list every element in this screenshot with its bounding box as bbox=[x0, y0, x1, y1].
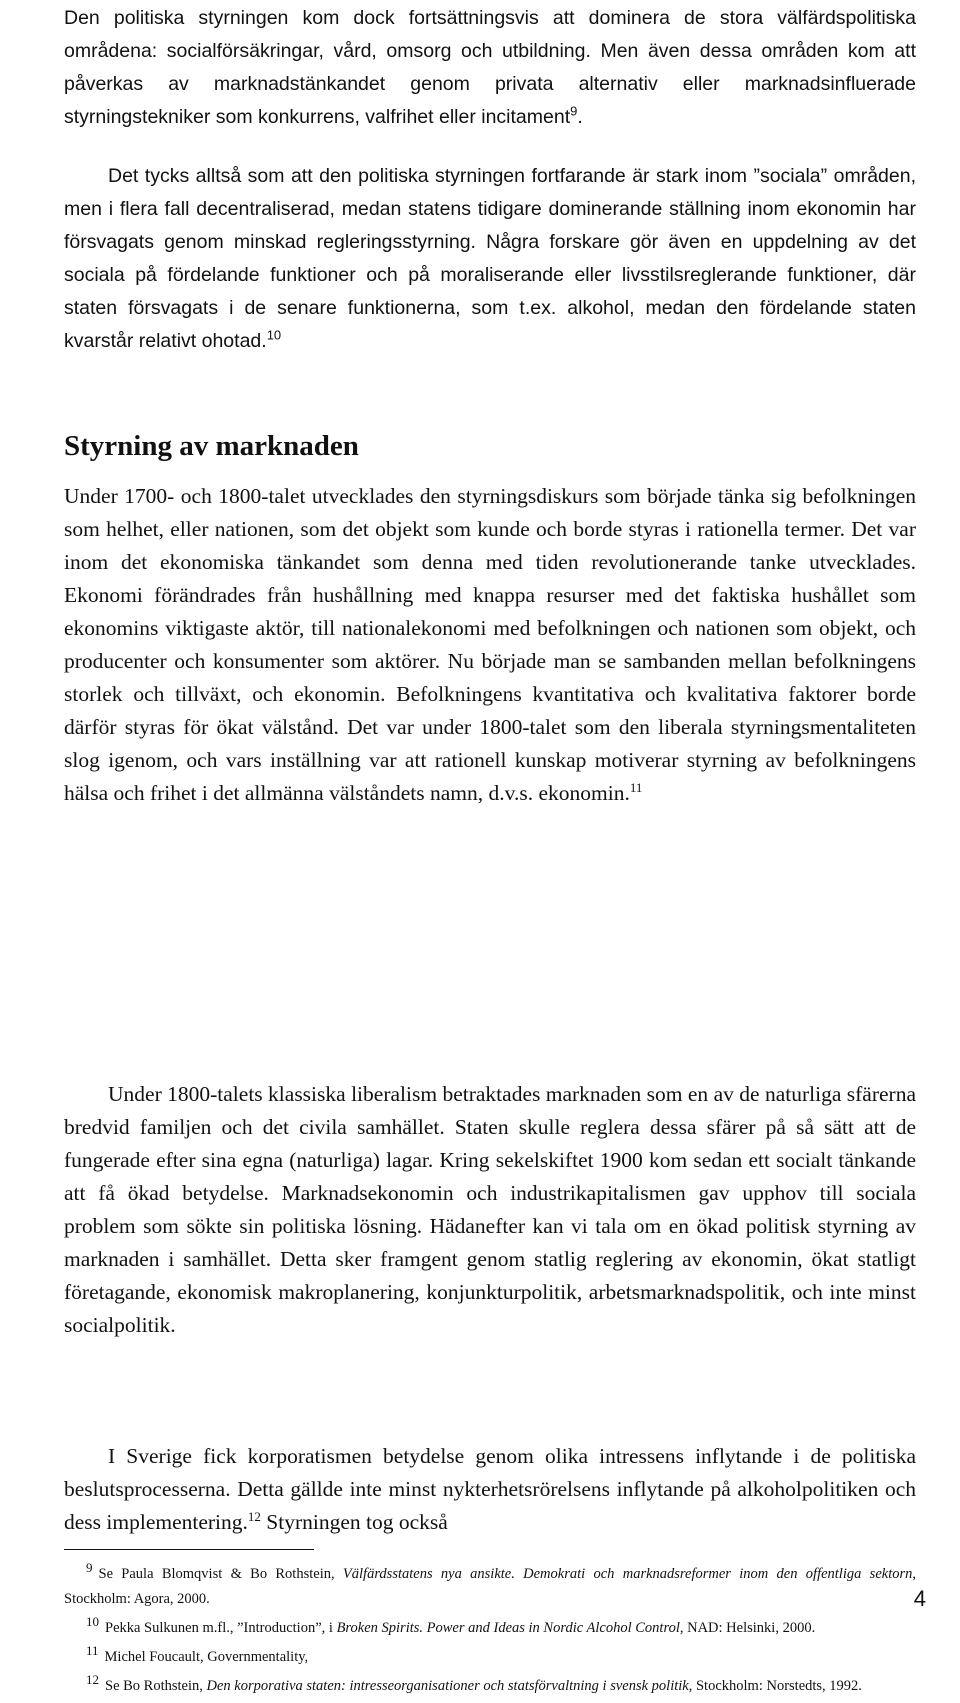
footnote-ref-12[interactable]: 12 bbox=[247, 1508, 261, 1524]
footnote-10: 10 Pekka Sulkunen m.fl., ”Introduction”, i Broken Spirits. Power and Ideas in Nordic Alcohol Control, NAD: Helsinki, 2000. bbox=[86, 1614, 816, 1636]
paragraph-3: Under 1700- och 1800-talet utvecklades den styrningsdiskurs som började tänka sig befolkningen som helhet, eller nationen, som det objekt som kunde och borde styras i rationella termer. Det var inom det ekonomiska tänkandet som denna med tiden revolutionerande tanke utvecklades. Ekonomi förändrades från hushållning med knappa resurser med det faktiska hushållet som ekonomins viktigaste aktör, till nationalekonomi med befolkningen och nationen som objekt, och producenter och konsumenter som aktörer. Nu började man se sambanden mellan befolkningens storlek och tillväxt, och ekonomin. Befolkningens kvantitativa och kvalitativa faktorer borde därför styras för ökat välstånd. Det var under 1800-talet som den liberala styrningsmentaliteten slog igenom, och vars inställning var att rationell kunskap motiverar styrning av befolkningens hälsa och frihet i det allmänna välståndets namn, d.v.s. ekonomin.$^{11}$ bbox=[64, 484, 916, 805]
paragraph-5: I Sverige fick korporatismen betydelse genom olika intressens inflytande i de politiska beslutsprocesserna. Detta gällde inte minst nykterhetsrörelsens inflytande på alkoholpolitiken och dess implementering.$^{12}$ Styrningen tog också bbox=[64, 1444, 916, 1534]
paragraph-4: Under 1800-talets klassiska liberalism betraktades marknaden som en av de naturliga sfärerna bredvid familjen och det civila samhället. Staten skulle reglera dessa sfärer på så sätt att de fungerade efter sina egna (naturliga) lagar. Kring sekelskiftet 1900 kom sedan ett socialt tänkande att få ökad betydelse. Marknadsekonomin och industrikapitalismen gav upphov till sociala problem som sökte sin politiska lösning. Hädanefter kan vi tala om en ökad politisk styrning av marknaden i samhället. Detta sker framgent genom statlig reglering av ekonomin, ökat statligt företagande, ekonomisk makroplanering, konjunkturpolitik, arbetsmarknadspolitik, och inte minst socialpolitik. bbox=[64, 1082, 916, 1337]
footnotes bbox=[64, 1562, 916, 1703]
section-heading: Styrning av marknaden bbox=[64, 430, 359, 462]
paragraph-1: Den politiska styrningen kom dock fortsättningsvis att dominera de stora välfärdspolitiska områdena: socialförsäkringar, vård, omsorg och utbildning. Men även dessa områden kom att påverkas av marknadstänkandet genom privata alternativ eller marknadsinfluerade styrningstekniker som konkurrens, valfrihet eller incitament$^9$. bbox=[64, 7, 916, 128]
paragraph-2: Det tycks alltså som att den politiska styrningen fortfarande är stark inom ”sociala” områden, men i flera fall decentraliserad, medan statens tidigare dominerande ställning inom ekonomin har försvagats genom minskad regleringsstyrning. Några forskare gör även en uppdelning av det sociala på fördelande funktioner och på moraliserande eller livsstilsreglerande funktioner, där staten försvagats i de senare funktionerna, som t.ex. alkohol, medan den fördelande staten kvarstår relativt ohotad.$^{10}$ bbox=[64, 165, 916, 352]
footnote-11: 11 Michel Foucault, Governmentality, bbox=[86, 1643, 309, 1665]
footnote-12: 12 Se Bo Rothstein, Den korporativa staten: intresseorganisationer och statsförvaltning i svensk politik, Stockholm: Norstedts, 1992. bbox=[86, 1672, 862, 1694]
footnote-ref-11[interactable]: 11 bbox=[629, 779, 643, 795]
footnote-divider bbox=[64, 1549, 314, 1550]
footnote-ref-9[interactable]: 9 bbox=[570, 103, 578, 119]
footnote-9: 9 Se Paula Blomqvist & Bo Rothstein, Välfärdsstatens nya ansikte. Demokrati och marknadsreformer inom den offentliga sektorn, Stockholm: Agora, 2000. bbox=[64, 1560, 916, 1607]
footnote-ref-10[interactable]: 10 bbox=[266, 327, 282, 343]
page-number: 4 bbox=[913, 1586, 926, 1611]
